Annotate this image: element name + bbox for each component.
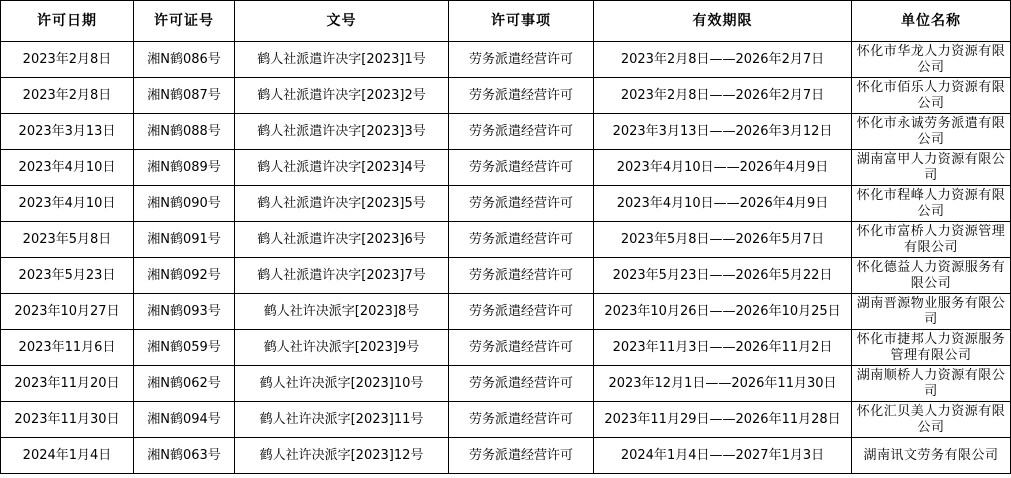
table-row [1, 78, 1011, 114]
header-item: 许可事项 [449, 1, 594, 42]
cell-license-no: 湘N鹤092号 [134, 258, 235, 294]
cell-doc-no: 鹤人社许决派字[2023]12号 [235, 438, 449, 474]
header-date: 许可日期 [1, 1, 134, 42]
cell-date: 2023年2月8日 [1, 78, 134, 114]
cell-item: 劳务派遣经营许可 [449, 402, 594, 438]
cell-license-no: 湘N鹤063号 [134, 438, 235, 474]
cell-item: 劳务派遣经营许可 [449, 78, 594, 114]
cell-unit [852, 150, 1011, 186]
cell-license-no: 湘N鹤094号 [134, 402, 235, 438]
cell-date: 2023年11月30日 [1, 402, 134, 438]
header-doc-no: 文号 [235, 1, 449, 42]
cell-date: 2023年11月6日 [1, 330, 134, 366]
cell-item: 劳务派遣经营许可 [449, 186, 594, 222]
cell-unit [852, 438, 1011, 474]
cell-validity: 2023年3月13日——2026年3月12日 [594, 114, 852, 150]
cell-license-no: 湘N鹤089号 [134, 150, 235, 186]
header-validity: 有效期限 [594, 1, 852, 42]
unit-name-text: 怀化市程峰人力资源有限公司 [856, 187, 1006, 219]
cell-item: 劳务派遣经营许可 [449, 114, 594, 150]
cell-date: 2024年1月4日 [1, 438, 134, 474]
cell-validity: 2023年5月23日——2026年5月22日 [594, 258, 852, 294]
cell-date: 2023年10月27日 [1, 294, 134, 330]
unit-name-text: 怀化德益人力资源服务有限公司 [856, 259, 1006, 291]
cell-validity: 2023年12月1日——2026年11月30日 [594, 366, 852, 402]
cell-validity: 2023年2月8日——2026年2月7日 [594, 42, 852, 78]
header-row [1, 1, 1011, 42]
cell-doc-no: 鹤人社派遣许决字[2023]3号 [235, 114, 449, 150]
cell-doc-no: 鹤人社派遣许决字[2023]4号 [235, 150, 449, 186]
cell-validity: 2023年5月8日——2026年5月7日 [594, 222, 852, 258]
cell-item: 劳务派遣经营许可 [449, 330, 594, 366]
cell-doc-no: 鹤人社派遣许决字[2023]5号 [235, 186, 449, 222]
cell-doc-no: 鹤人社派遣许决字[2023]6号 [235, 222, 449, 258]
cell-unit [852, 222, 1011, 258]
cell-unit [852, 366, 1011, 402]
cell-item: 劳务派遣经营许可 [449, 438, 594, 474]
cell-license-no: 湘N鹤091号 [134, 222, 235, 258]
cell-item: 劳务派遣经营许可 [449, 294, 594, 330]
cell-unit [852, 258, 1011, 294]
unit-name-text: 怀化汇贝美人力资源有限公司 [856, 403, 1006, 435]
cell-license-no: 湘N鹤059号 [134, 330, 235, 366]
cell-date: 2023年2月8日 [1, 42, 134, 78]
cell-license-no: 湘N鹤093号 [134, 294, 235, 330]
unit-name-text: 湖南顺桥人力资源有限公司 [856, 367, 1006, 399]
unit-name-text: 怀化市华龙人力资源有限公司 [856, 43, 1006, 75]
cell-unit [852, 78, 1011, 114]
cell-item: 劳务派遣经营许可 [449, 258, 594, 294]
cell-validity: 2023年4月10日——2026年4月9日 [594, 150, 852, 186]
table-header [1, 1, 1011, 42]
table-row [1, 222, 1011, 258]
cell-doc-no: 鹤人社许决派字[2023]9号 [235, 330, 449, 366]
cell-validity: 2023年11月3日——2026年11月2日 [594, 330, 852, 366]
table-row [1, 258, 1011, 294]
table-row [1, 294, 1011, 330]
cell-validity: 2023年11月29日——2026年11月28日 [594, 402, 852, 438]
unit-name-text: 怀化市永诚劳务派遣有限公司 [856, 115, 1006, 147]
table-row [1, 402, 1011, 438]
table-row [1, 438, 1011, 474]
header-unit: 单位名称 [852, 1, 1011, 42]
unit-name-text: 怀化市捷邦人力资源服务管理有限公司 [856, 331, 1006, 363]
cell-unit [852, 402, 1011, 438]
table-row [1, 186, 1011, 222]
cell-validity: 2023年10月26日——2026年10月25日 [594, 294, 852, 330]
cell-validity: 2023年2月8日——2026年2月7日 [594, 78, 852, 114]
cell-unit [852, 42, 1011, 78]
cell-validity: 2023年4月10日——2026年4月9日 [594, 186, 852, 222]
table-row [1, 150, 1011, 186]
cell-unit [852, 186, 1011, 222]
cell-doc-no: 鹤人社许决派字[2023]8号 [235, 294, 449, 330]
cell-item: 劳务派遣经营许可 [449, 366, 594, 402]
unit-name-text: 湖南富甲人力资源有限公司 [856, 151, 1006, 183]
cell-doc-no: 鹤人社派遣许决字[2023]1号 [235, 42, 449, 78]
cell-license-no: 湘N鹤062号 [134, 366, 235, 402]
cell-date: 2023年3月13日 [1, 114, 134, 150]
cell-unit [852, 294, 1011, 330]
table-row [1, 366, 1011, 402]
unit-name-text: 湖南讯文劳务有限公司 [863, 447, 999, 463]
cell-validity: 2024年1月4日——2027年1月3日 [594, 438, 852, 474]
table-row [1, 42, 1011, 78]
cell-doc-no: 鹤人社许决派字[2023]11号 [235, 402, 449, 438]
cell-date: 2023年4月10日 [1, 150, 134, 186]
cell-doc-no: 鹤人社派遣许决字[2023]2号 [235, 78, 449, 114]
cell-date: 2023年11月20日 [1, 366, 134, 402]
cell-unit [852, 330, 1011, 366]
unit-name-text: 湖南晋源物业服务有限公司 [856, 295, 1006, 327]
unit-name-text: 怀化市富桥人力资源管理有限公司 [856, 223, 1006, 255]
table-row [1, 330, 1011, 366]
cell-date: 2023年5月8日 [1, 222, 134, 258]
cell-license-no: 湘N鹤086号 [134, 42, 235, 78]
unit-name-text: 怀化市佰乐人力资源有限公司 [856, 79, 1006, 111]
cell-license-no: 湘N鹤088号 [134, 114, 235, 150]
cell-license-no: 湘N鹤087号 [134, 78, 235, 114]
cell-doc-no: 鹤人社许决派字[2023]10号 [235, 366, 449, 402]
cell-item: 劳务派遣经营许可 [449, 150, 594, 186]
cell-doc-no: 鹤人社派遣许决字[2023]7号 [235, 258, 449, 294]
table-body [1, 42, 1011, 474]
cell-item: 劳务派遣经营许可 [449, 222, 594, 258]
cell-license-no: 湘N鹤090号 [134, 186, 235, 222]
table-row [1, 114, 1011, 150]
header-license-no: 许可证号 [134, 1, 235, 42]
cell-item: 劳务派遣经营许可 [449, 42, 594, 78]
cell-unit [852, 114, 1011, 150]
cell-date: 2023年4月10日 [1, 186, 134, 222]
cell-date: 2023年5月23日 [1, 258, 134, 294]
